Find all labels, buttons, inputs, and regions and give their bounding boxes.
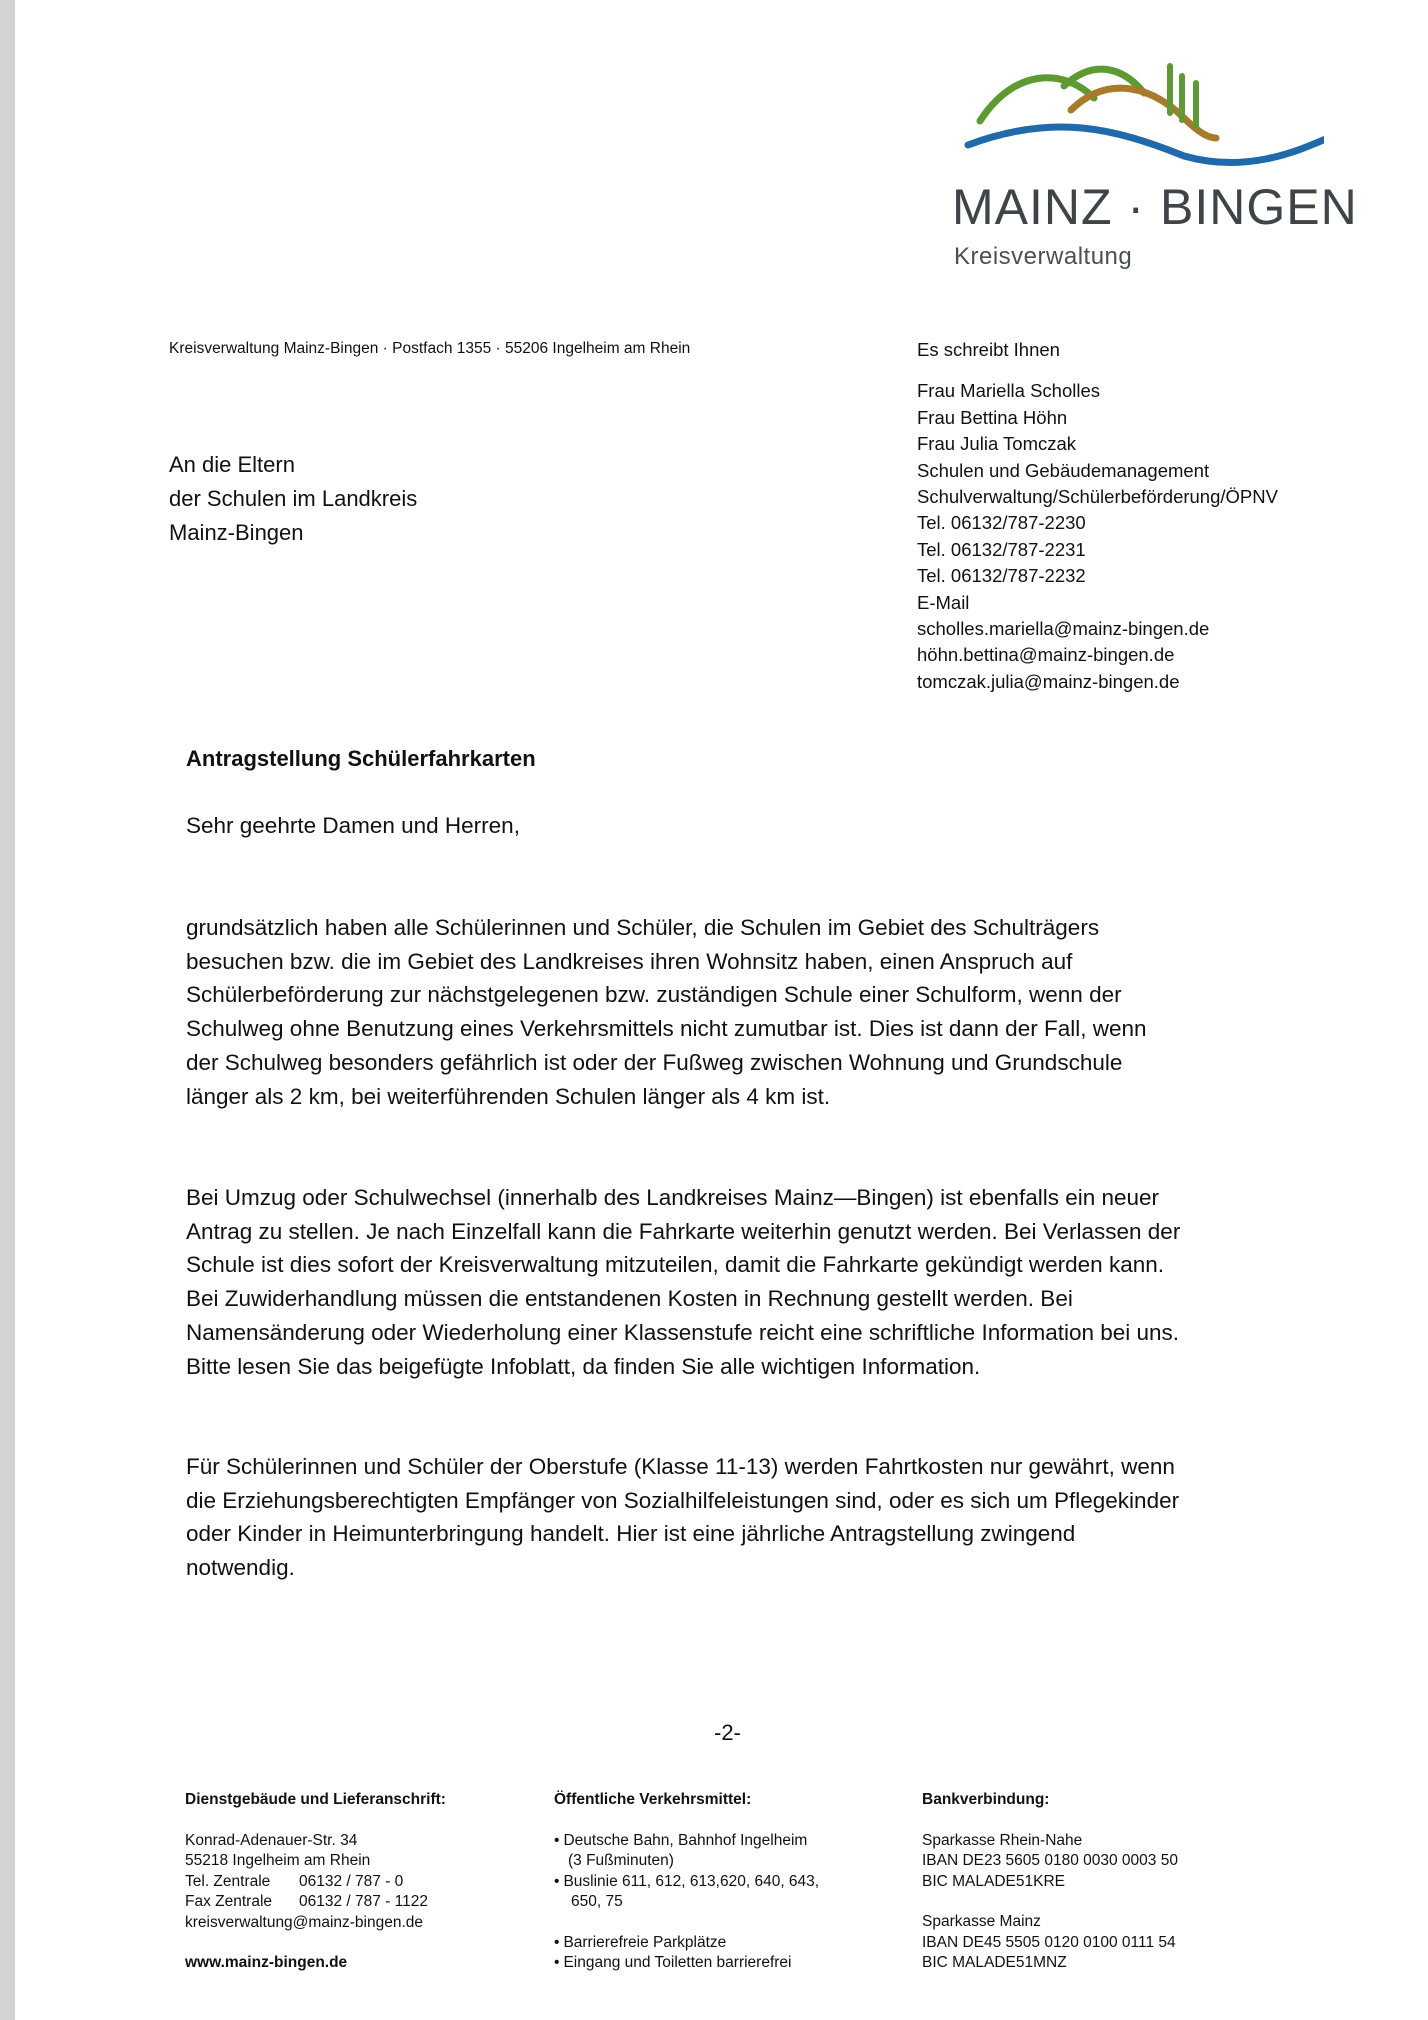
page-gutter — [0, 0, 15, 2020]
logo-title: MAINZ · BINGEN — [952, 179, 1358, 235]
paragraph-line: notwendig. — [186, 1555, 295, 1581]
recipient-line: An die Eltern — [169, 452, 295, 477]
paragraph-line: oder Kinder in Heimunterbringung handelt. Hier ist eine jährliche Antragstellung zwingend — [186, 1521, 1076, 1547]
page-number: -2- — [714, 1720, 741, 1745]
paragraph-line: Namensänderung oder Wiederholung einer Klassenstufe reicht eine schriftliche Information bei uns. — [186, 1319, 1180, 1345]
bank-iban: IBAN DE23 5605 0180 0030 0003 50 — [922, 1852, 1178, 1869]
paragraph-line: länger als 2 km, bei weiterführenden Schulen länger als 4 km ist. — [186, 1083, 831, 1109]
paragraph-line: Antrag zu stellen. Je nach Einzelfall kann die Fahrkarte weiterhin genutzt werden. Bei Verlassen der — [186, 1218, 1181, 1244]
fax-label: Fax Zentrale — [185, 1893, 273, 1910]
recipient-address — [169, 448, 417, 550]
bank-iban: IBAN DE45 5505 0120 0100 0111 54 — [922, 1933, 1176, 1951]
contact-intro: Es schreibt Ihnen — [917, 339, 1060, 360]
bank-name: Sparkasse Rhein-Nahe — [922, 1831, 1083, 1849]
recipient-line: Mainz-Bingen — [169, 520, 304, 545]
paragraph-line: Bei Umzug oder Schulwechsel (innerhalb des Landkreises Mainz—Bingen) ist ebenfalls ein neuer — [186, 1185, 1160, 1210]
footer-heading: Dienstgebäude und Lieferanschrift: — [185, 1791, 446, 1808]
contact-email[interactable]: tomczak.julia@mainz-bingen.de — [917, 670, 1180, 692]
footer-street: Konrad-Adenauer-Str. 34 — [185, 1831, 358, 1849]
contact-division: Schulverwaltung/Schülerbeförderung/ÖPNV — [917, 486, 1278, 508]
paragraph-line: Bei Zuwiderhandlung müssen die entstandenen Kosten in Rechnung gestellt werden. Bei — [186, 1286, 1073, 1312]
tel-value: 06132 / 787 - 0 — [299, 1872, 404, 1890]
contact-name: Frau Julia Tomczak — [917, 433, 1077, 455]
footer-transport — [554, 1790, 819, 1974]
paragraph-line: Für Schülerinnen und Schüler der Oberstufe (Klasse 11-13) werden Fahrtkosten nur gewährt, wenn — [186, 1454, 1175, 1479]
paragraph-line: Schule ist dies sofort der Kreisverwaltung mitzuteilen, damit die Fahrkarte gekündigt werden kann. — [186, 1252, 1164, 1278]
bank-bic: BIC MALADE51MNZ — [922, 1954, 1067, 1971]
fax-value: 06132 / 787 - 1122 — [299, 1893, 428, 1910]
footer-city: 55218 Ingelheim am Rhein — [185, 1852, 371, 1869]
paragraph-line: Schulweg ohne Benutzung eines Verkehrsmittels nicht zumutbar ist. Dies ist dann der Fall, wenn — [186, 1016, 1147, 1042]
sender-return-address: Kreisverwaltung Mainz-Bingen · Postfach 1355 · 55206 Ingelheim am Rhein — [169, 340, 691, 357]
contact-phone: Tel. 06132/787-2231 — [917, 538, 1086, 560]
transport-item-detail: (3 Fußminuten) — [568, 1852, 674, 1869]
paragraph-line: die Erziehungsberechtigten Empfänger von Sozialhilfeleistungen sind, oder es sich um Pflegekinder — [186, 1487, 1180, 1513]
recipient-line: der Schulen im Landkreis — [169, 486, 418, 511]
footer-heading: Bankverbindung: — [922, 1791, 1050, 1808]
transport-item: • Barrierefreie Parkplätze — [554, 1933, 819, 1954]
contact-email-label: E-Mail — [917, 591, 970, 613]
body-paragraph — [186, 911, 1286, 1113]
logo-subtitle: Kreisverwaltung — [954, 243, 1133, 270]
body-paragraph — [186, 1181, 1286, 1383]
footer-address — [185, 1790, 446, 1974]
contact-department: Schulen und Gebäudemanagement — [917, 459, 1210, 481]
transport-item-detail: 650, 75 — [571, 1893, 623, 1910]
mainz-bingen-logo — [944, 58, 1358, 288]
footer-email[interactable]: kreisverwaltung@mainz-bingen.de — [185, 1913, 424, 1931]
footer-website-link[interactable]: www.mainz-bingen.de — [185, 1954, 348, 1971]
paragraph-line: grundsätzlich haben alle Schülerinnen und Schüler, die Schulen im Gebiet des Schulträgers — [186, 915, 1100, 940]
paragraph-line: besuchen bzw. die im Gebiet des Landkreises ihren Wohnsitz haben, einen Anspruch auf — [186, 948, 1073, 974]
paragraph-line: Bitte lesen Sie das beigefügte Infoblatt, da finden Sie alle wichtigen Information. — [186, 1353, 981, 1379]
transport-item: • Deutsche Bahn, Bahnhof Ingelheim — [554, 1831, 819, 1852]
contact-name: Frau Mariella Scholles — [917, 380, 1101, 402]
contact-name: Frau Bettina Höhn — [917, 406, 1068, 428]
transport-item: • Eingang und Toiletten barrierefrei — [554, 1953, 819, 1974]
footer-heading: Öffentliche Verkehrsmittel: — [554, 1791, 752, 1808]
footer-fax — [185, 1892, 446, 1913]
transport-item: • Buslinie 611, 612, 613,620, 640, 643, — [554, 1872, 819, 1893]
bank-bic: BIC MALADE51KRE — [922, 1872, 1065, 1890]
body-paragraph — [186, 1450, 1286, 1585]
contact-phone: Tel. 06132/787-2232 — [917, 565, 1086, 587]
footer-bank — [922, 1790, 1178, 1974]
landscape-logo-icon — [944, 58, 1324, 178]
contact-phone: Tel. 06132/787-2230 — [917, 512, 1086, 534]
bank-name: Sparkasse Mainz — [922, 1913, 1041, 1930]
paragraph-line: der Schulweg besonders gefährlich ist oder der Fußweg zwischen Wohnung und Grundschule — [186, 1049, 1123, 1075]
footer-tel — [185, 1872, 446, 1893]
tel-label: Tel. Zentrale — [185, 1872, 271, 1890]
contact-email[interactable]: scholles.mariella@mainz-bingen.de — [917, 618, 1210, 640]
contact-block — [917, 337, 1278, 695]
contact-email[interactable]: höhn.bettina@mainz-bingen.de — [917, 644, 1175, 666]
letter-subject: Antragstellung Schülerfahrkarten — [186, 746, 536, 771]
paragraph-line: Schülerbeförderung zur nächstgelegenen bzw. zuständigen Schule einer Schulform, wenn der — [186, 982, 1122, 1008]
salutation: Sehr geehrte Damen und Herren, — [186, 813, 520, 838]
